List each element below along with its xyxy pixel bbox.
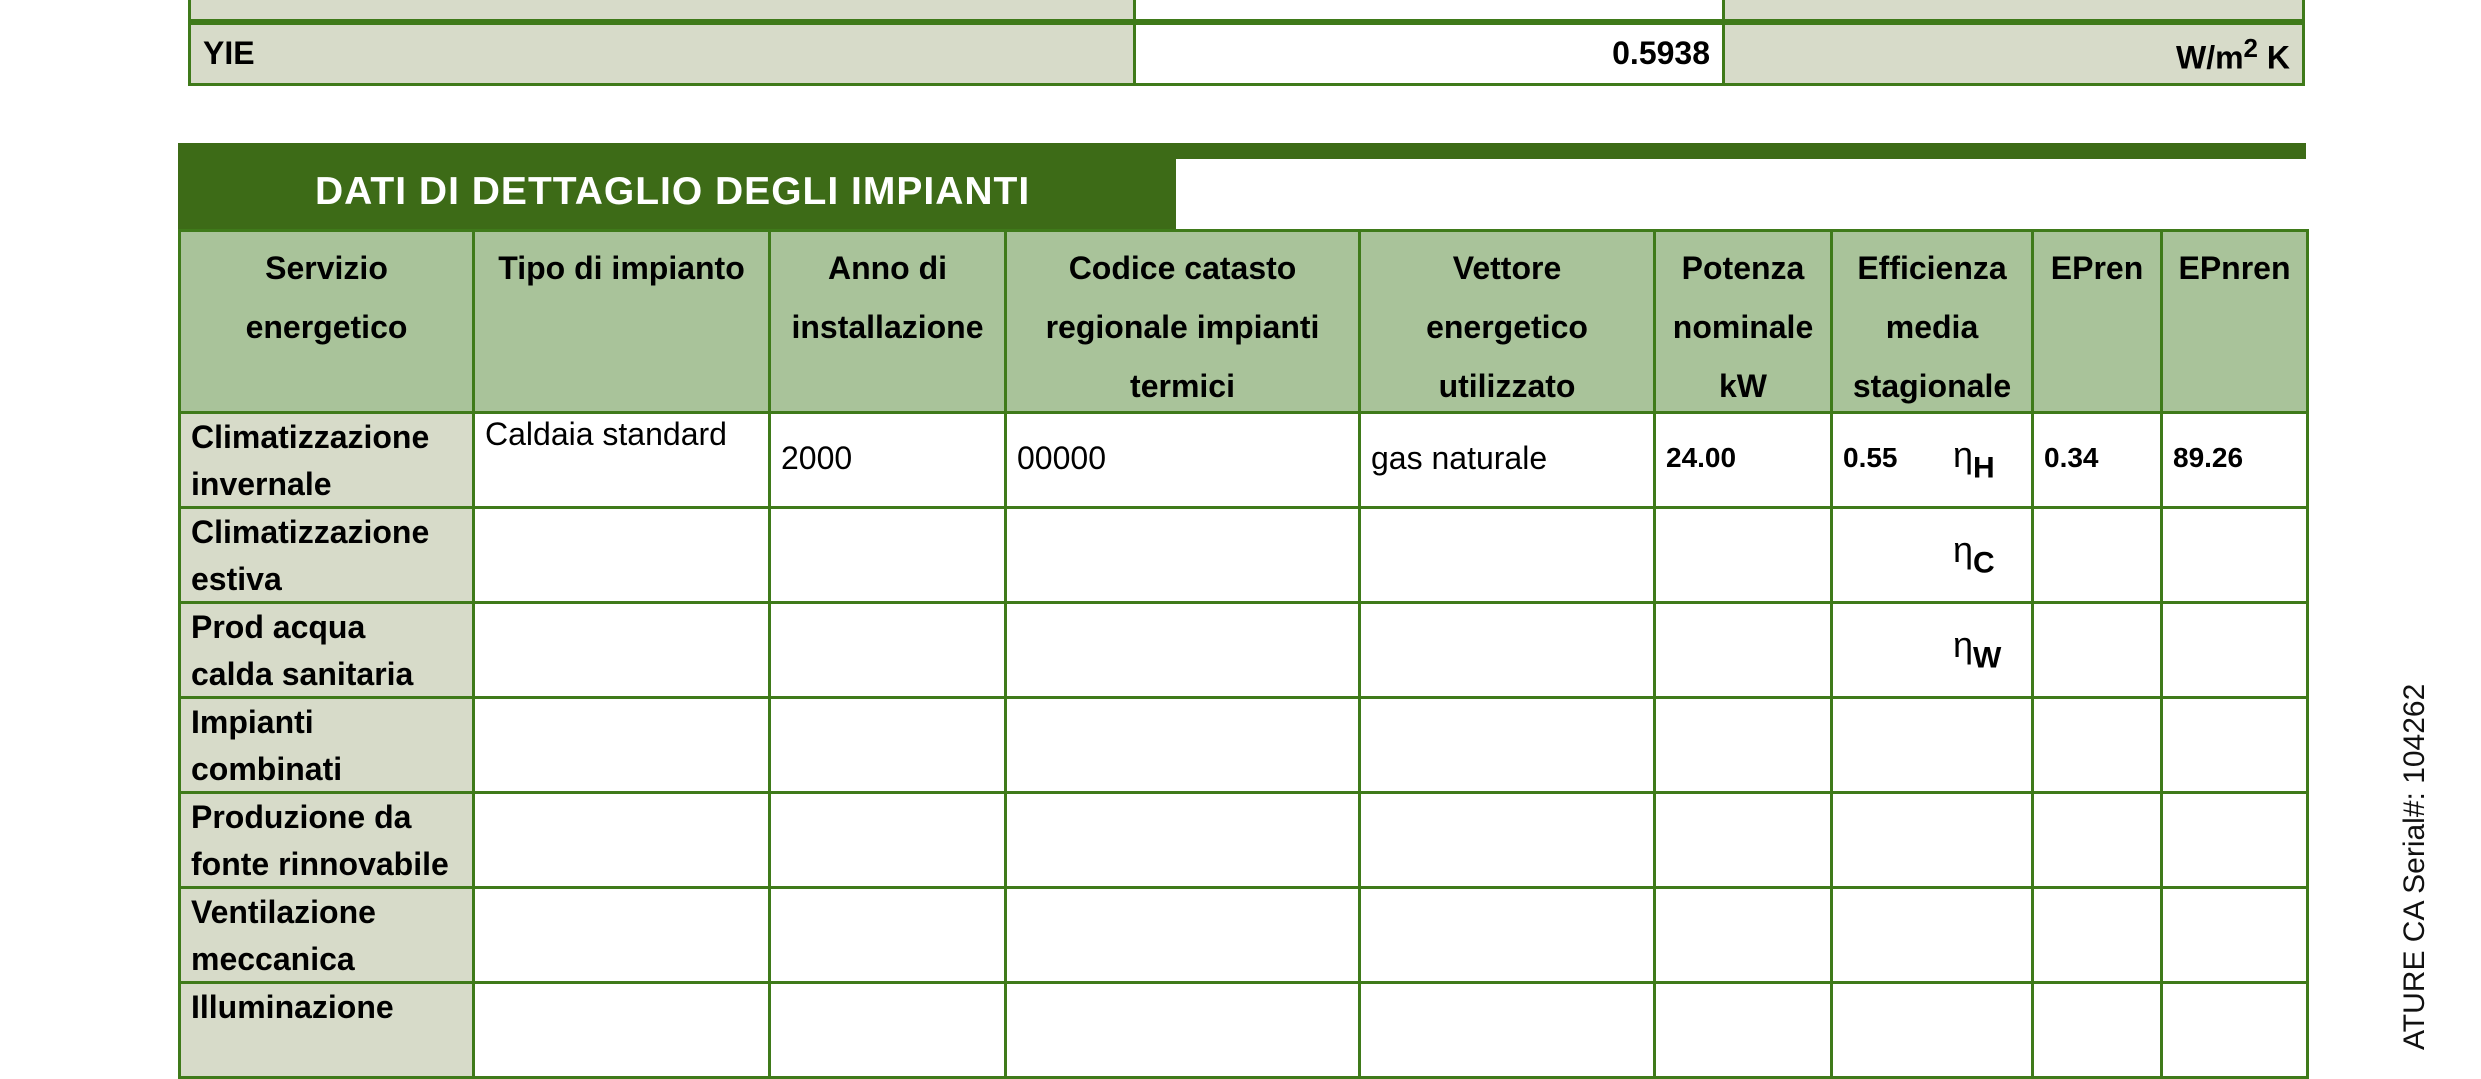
table-cell [1653,411,1833,509]
table-cell [2160,411,2309,509]
service-label-line: Climatizzazione [191,419,430,455]
table-cell [1653,506,1833,604]
service-label-line: estiva [191,561,282,597]
table-cell [2160,696,2309,794]
table-cell [1653,601,1833,699]
service-label [181,889,472,983]
header-line: utilizzato [1438,368,1576,404]
table-cell [1004,886,1361,984]
header-line: kW [1719,368,1767,404]
table-cell [1358,981,1656,1079]
header-epnren [2160,229,2309,414]
table-cell [1830,601,2034,699]
top-row2-value: 0.5938 [1612,35,1710,71]
codice-value: 00000 [1017,440,1106,476]
table-cell [1004,696,1361,794]
table-cell [2160,601,2309,699]
row-label-cell [178,886,475,984]
row-label-cell [178,791,475,889]
potenza-value: 24.00 [1666,442,1737,473]
eta-char: η [1953,434,1974,475]
epren-value: 0.34 [2044,442,2099,473]
service-label-line: combinati [191,751,343,787]
table-cell [1830,791,2034,889]
top-row2-unit-cell [1722,22,2305,86]
eta-char: η [1953,624,1974,665]
row-label-cell [178,696,475,794]
table-cell [2031,791,2163,889]
table-cell [1830,411,2034,509]
service-label-line: Ventilazione [191,894,376,930]
table-cell [1358,791,1656,889]
service-label [181,509,472,603]
table-cell [768,696,1007,794]
service-label-line: Prod acqua [191,609,366,645]
header-line: Vettore [1452,250,1562,286]
table-cell [472,886,771,984]
table-cell [472,601,771,699]
table-cell [768,506,1007,604]
table-cell [1653,696,1833,794]
table-cell [472,981,771,1079]
row-label-cell [178,506,475,604]
header-line: energetico [245,309,408,345]
table-cell [1004,601,1361,699]
header-anno [768,229,1007,414]
table-cell [2160,791,2309,889]
header-codice [1004,229,1361,414]
table-cell [472,791,771,889]
vettore-value: gas naturale [1371,440,1548,476]
table-cell [1830,696,2034,794]
service-label-line: Climatizzazione [191,514,430,550]
table-cell [2160,886,2309,984]
table-cell [1004,791,1361,889]
service-label [181,414,472,508]
header-line: Potenza [1681,250,1805,286]
header-line: Efficienza [1857,250,2007,286]
header-line: Servizio [265,250,388,286]
table-cell [768,981,1007,1079]
service-label-line: calda sanitaria [191,656,414,692]
table-cell [1358,696,1656,794]
top-row2-label-cell [188,22,1136,86]
header-line: EPren [2050,250,2144,286]
top-row2-label: YIE [203,35,255,71]
service-label-line: meccanica [191,941,355,977]
table-cell [1653,886,1833,984]
table-cell [768,601,1007,699]
service-label-line: invernale [191,466,332,502]
eta-symbol [1953,624,2001,676]
table-cell [768,411,1007,509]
table-cell [1830,981,2034,1079]
row-label-cell [178,981,475,1079]
header-line: termici [1130,368,1235,404]
header-line: Tipo di impianto [498,250,745,286]
service-label-line: Illuminazione [191,989,394,1025]
header-epren [2031,229,2163,414]
header-line: media [1885,309,1979,345]
eta-symbol [1953,529,1995,581]
header-line: Codice catasto [1068,250,1297,286]
table-cell [1004,411,1361,509]
table-cell [1830,506,2034,604]
service-label-line: fonte rinnovabile [191,846,449,882]
top-row1-label-cell [188,0,1136,22]
table-cell [1358,601,1656,699]
table-cell [1653,791,1833,889]
table-cell [2160,981,2309,1079]
header-tipo [472,229,771,414]
top-row1-value-cell [1133,0,1725,22]
top-row1-unit-cell [1722,0,2305,22]
header-efficienza [1830,229,2034,414]
table-cell [1653,981,1833,1079]
table-cell [1004,506,1361,604]
header-servizio [178,229,475,414]
row-label-cell [178,601,475,699]
table-cell [472,411,771,509]
eta-subscript: W [1973,641,2002,675]
eta-char: η [1953,529,1974,570]
side-serial-text: ATURE CA Serial#: 104262 [2398,683,2431,1050]
epnren-value: 89.26 [2173,442,2244,473]
table-cell [1358,411,1656,509]
service-label [181,604,472,698]
header-line: Anno di [827,250,948,286]
table-cell [2031,601,2163,699]
top-row2-value-cell [1133,22,1725,86]
service-label [181,984,472,1031]
service-label [181,794,472,888]
table-cell [1830,886,2034,984]
header-line: regionale impianti [1045,309,1320,345]
header-potenza [1653,229,1833,414]
efficienza-value: 0.55 [1843,442,1898,473]
service-label-line: Produzione da [191,799,412,835]
table-cell [2031,411,2163,509]
tipo-value: Caldaia standard [485,416,727,452]
table-cell [2031,696,2163,794]
table-cell [2160,506,2309,604]
table-cell [2031,886,2163,984]
top-row2-unit: $W/m^2$ K [2175,33,2290,76]
row-label-cell [178,411,475,509]
anno-value: 2000 [781,440,853,476]
eta-symbol [1953,434,1995,486]
table-cell [2031,981,2163,1079]
header-line: stagionale [1852,368,2012,404]
table-cell [2031,506,2163,604]
table-cell [1004,981,1361,1079]
table-cell [768,886,1007,984]
service-label-line: Impianti [191,704,314,740]
table-cell [768,791,1007,889]
eta-subscript: C [1973,546,1995,580]
header-line: energetico [1426,309,1588,345]
header-line: nominale [1672,309,1814,345]
header-line: installazione [791,309,984,345]
eta-subscript: H [1973,451,1995,485]
section-title: DATI DI DETTAGLIO DEGLI IMPIANTI [315,170,1031,213]
header-vettore [1358,229,1656,414]
table-cell [1358,886,1656,984]
header-line: EPnren [2178,250,2291,286]
table-cell [472,506,771,604]
table-cell [1358,506,1656,604]
table-cell [472,696,771,794]
service-label [181,699,472,793]
